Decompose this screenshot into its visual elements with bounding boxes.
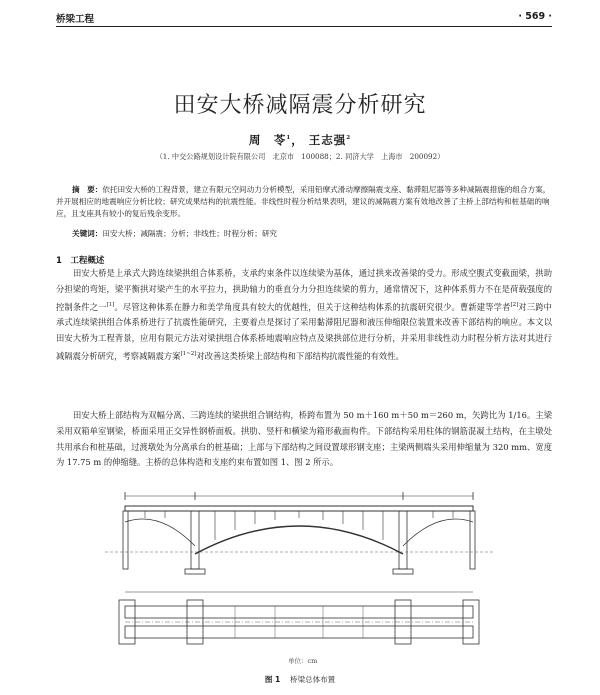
main-pier-right (399, 511, 407, 569)
deck-plan-lower (125, 626, 473, 638)
main-pier-left (191, 511, 199, 569)
citation-3: [1~2] (180, 350, 197, 357)
paragraph-1-part-c: 对三跨中承式连续梁拱组合体系桥进行了抗震性能研究，主要着点是探讨了采用黏滞阻尼器和液压伸缩限位装置来改善下部结构的响应。本文以田安大桥为工程背景，应用有限元方法对梁拱组合体系桥地震响应特点及梁拱部位进行分析，并采用非线性动力时程分析方法对其进行减隔震分析研究，考察减隔震方案 (56, 301, 552, 361)
transition-pier-left (123, 511, 128, 569)
journal-name: 桥梁工程 (56, 14, 95, 25)
affiliation: （1. 中交公路规划设计院有限公司 北京市 100088；2. 同济大学 上海市 200092） (155, 152, 445, 161)
paragraph-2: 田安大桥上部结构为双幅分离、三跨连续的梁拱组合钢结构，桥跨布置为 50 m＋160 m＋50 m＝260 m，矢跨比为 1/16。主梁采用双箱单室钢梁，桥面采用正交异性钢桥面板。拱肋、竖杆和横梁为箱形截面构件。下部结构采用柱体的钢筋混凝土结构，在主墩处共用承台和桩基础，过渡墩处为分离承台的桩基础；上部与下部结构之间设置球形钢支座；主梁两侧端头采用伸缩量为 320 mm、宽度为 17.75 m 的伸缩缝。主桥的总体构造和支座约束布置如图 1、图 2 所示。 (56, 410, 552, 468)
running-header (56, 8, 552, 27)
author-line (0, 132, 600, 148)
page-number: · 569 · (518, 11, 552, 22)
paragraph-1-part-a: 田安大桥是上承式大跨连续梁拱组合体系桥，支承约束条件以连续梁为基体，通过拱来改善梁的受力。形成空腹式变截面梁，拱助分担梁的弯矩，梁平衡拱对梁产生的水平拉力，拱助轴力的垂直分力分担连续梁的剪力，通常情况下，这种体系剪力不在是荷载强度的控制条件之一 (56, 268, 552, 312)
bridge-deck (125, 506, 473, 511)
keywords-text: 田安大桥；减隔震；分析；非线性；时程分析；研究 (102, 229, 278, 238)
plan-view (119, 592, 479, 644)
side-span-arch-right (403, 519, 473, 546)
author-1-affil-mark: 1 (286, 135, 292, 142)
paragraph-1 (56, 266, 552, 364)
author-separator: ， (291, 133, 309, 147)
main-arch (195, 526, 403, 554)
keywords (72, 228, 552, 240)
deck-plan-upper (125, 606, 473, 618)
elevation-view (105, 492, 493, 574)
figure-caption (0, 674, 600, 685)
author-2-affil-mark: 2 (346, 135, 352, 142)
transition-pier-right (470, 511, 475, 569)
author-2: 王志强 (308, 133, 347, 147)
side-span-arch-left (125, 519, 195, 546)
figure-number: 图 1 (264, 675, 281, 684)
citation-1: [1] (106, 301, 115, 308)
abstract-label: 摘 要： (72, 185, 103, 194)
bridge-layout-figure (105, 480, 495, 660)
pile-cap-left (185, 569, 205, 574)
paragraph-1-part-d: 对改善这类桥梁上部结构和下部结构抗震性能的有效性。 (196, 350, 404, 361)
abstract (56, 184, 552, 220)
abstract-text: 依托田安大桥的工程背景，建立有限元空间动力分析模型，采用铅摩式滑动摩擦隔震支座、黏滞阻尼器等多种减隔震措施的组合方案，并开展相应的地震响应分析比较；研究成果结构的抗震性能。非线性时程分析结果表明，建议的减隔震方案有效地改善了主桥上部结构和桩基础的响应，且支座具有较小的复后残余变形。 (56, 185, 551, 218)
citation-2: [2] (510, 301, 519, 308)
section-heading-1: 1 工程概述 (56, 256, 105, 266)
keywords-label: 关键词： (72, 229, 103, 238)
pile-cap-right (393, 569, 413, 574)
paper-title: 田安大桥减隔震分析研究 (173, 93, 427, 118)
dimension-unit-label: 单位：cm (288, 657, 318, 665)
paragraph-1-part-b: 。尽管这种体系在静力和美学角度具有较大的优越性，但关于这种结构体系的抗震研究很少。曹新建等学者 (114, 301, 511, 312)
figure-caption-text: 桥梁总体布置 (290, 675, 336, 684)
author-1: 周 苓 (248, 133, 287, 147)
